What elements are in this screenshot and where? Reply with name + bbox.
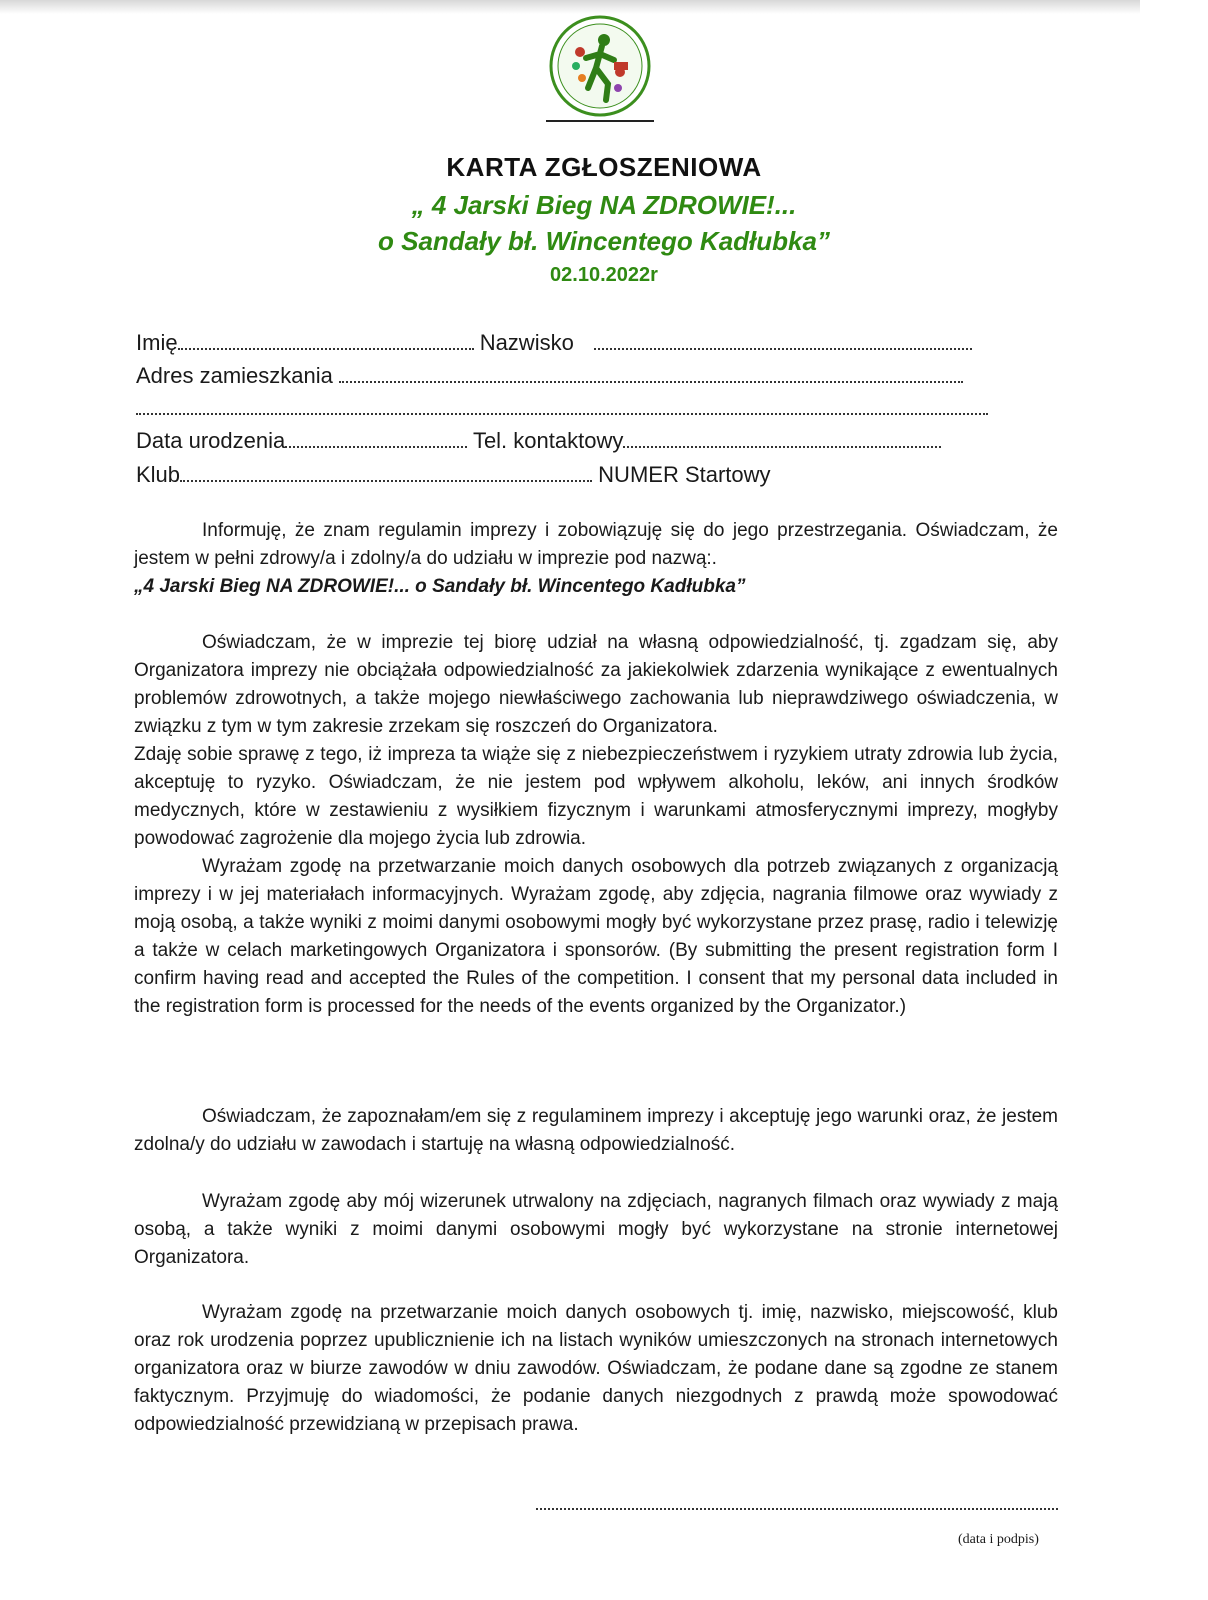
address-field[interactable] — [339, 365, 963, 383]
signature-line[interactable] — [536, 1508, 1058, 1510]
first-name-label: Imię — [136, 330, 178, 355]
paragraph-responsibility — [134, 629, 1058, 1021]
event-date: 02.10.2022r — [550, 264, 658, 286]
address-field-2[interactable] — [136, 397, 988, 415]
paragraph-declaration — [134, 517, 1058, 601]
address-row-2 — [136, 395, 988, 421]
data-consent-text: Wyrażam zgodę na przetwarzanie moich danych osobowych dla potrzeb związanych z organizacją imprezy i w jej materiałach informacyjnych. Wyrażam zgodę, aby zdjęcia, nagrania filmowe oraz wywiady z moją osobą, a także wyniki z moimi danymi osobowymi mogły być wykorzystane przez prasę, radio i telewizję a także w celach marketingowych Organizatora i sponsorów. (By submitting the present registration form I confirm having read and accepted the Rules of the competition. I consent that my personal data included in the registration form is processed for the needs of the events organized by the Organizator.) — [134, 856, 1058, 1017]
address-label: Adres zamieszkania — [136, 363, 333, 388]
rules-text: Oświadczam, że zapoznałam/em się z regulaminem imprezy i akceptuję jego warunki oraz, że jestem zdolna/y do udziału w zawodach i startuję na własną odpowiedzialność. — [134, 1106, 1058, 1155]
declaration-text: Informuję, że znam regulamin imprezy i zobowiązuję się do jego przestrzegania. Oświadczam, że jestem w pełni zdrowy/a i zdolny/a do udziału w imprezie pod nazwą:. — [134, 520, 1058, 569]
address-row — [136, 363, 963, 389]
phone-label: Tel. kontaktowy — [472, 428, 624, 453]
declaration-event-name: „4 Jarski Bieg NA ZDROWIE!... o Sandały bł. Wincentego Kadłubka” — [134, 576, 746, 597]
image-consent-text: Wyrażam zgodę aby mój wizerunek utrwalony na zdjęciach, nagranych filmach oraz wywiady z mają osobą, a także wyniki z moimi danymi osobowymi mogły być wykorzystane na stronie internetowej Organizatora. — [134, 1191, 1058, 1268]
birth-phone-row — [136, 428, 941, 454]
birth-date-field[interactable] — [285, 430, 467, 448]
paragraph-rules — [134, 1103, 1058, 1159]
phone-field[interactable] — [623, 430, 941, 448]
club-field[interactable] — [180, 464, 592, 482]
risk-text: Zdaję sobie sprawę z tego, iż impreza ta wiąże się z niebezpieczeństwem i ryzykiem utraty zdrowia lub życia, akceptuję to ryzyko. Oświadczam, że nie jestem pod wpływem alkoholu, leków, ani innych środków medycznych, które w zestawieniu z wysiłkiem fizycznym i warunkami atmosferycznymi imprezy, mogłyby powodować zagrożenie dla mojego życia lub zdrowia. — [134, 744, 1058, 849]
birth-date-label: Data urodzenia — [136, 428, 286, 453]
start-number-label: NUMER Startowy — [598, 462, 771, 487]
results-consent-text: Wyrażam zgodę na przetwarzanie moich danych osobowych tj. imię, nazwisko, miejscowość, klub oraz rok urodzenia poprzez upublicznienie ich na listach wyników umieszczonych na stronach internetowych organizatora oraz w biurze zawodów w dniu zawodów. Oświadczam, że podane dane są zgodne ze stanem faktycznym. Przyjmuję do wiadomości, że podanie danych niezgodnych z prawdą może spowodować odpowiedzialność przewidzianą w przepisach prawa. — [134, 1302, 1058, 1435]
logo-underline — [546, 120, 654, 122]
signature-label: (data i podpis) — [958, 1532, 1039, 1547]
last-name-field[interactable] — [594, 332, 972, 350]
event-name-line1: „ 4 Jarski Bieg NA ZDROWIE!... — [411, 190, 797, 220]
top-edge — [0, 0, 1208, 14]
last-name-label: Nazwisko — [479, 330, 574, 355]
club-label: Klub — [136, 462, 181, 487]
event-logo — [548, 14, 652, 118]
first-name-field[interactable] — [178, 332, 474, 350]
club-row — [136, 462, 771, 488]
paragraph-results-consent — [134, 1299, 1058, 1439]
paragraph-image-consent — [134, 1188, 1058, 1272]
responsibility-text: Oświadczam, że w imprezie tej biorę udział na własną odpowiedzialność, tj. zgadzam się, aby Organizatora imprezy nie obciążała odpowiedzialność za jakiekolwiek zdarzenia wynikające z ewentualnych problemów zdrowotnych, a także mojego niewłaściwego zachowania lub nieprawdziwego oświadczenia, w związku z tym w tym zakresie zrzekam się roszczeń do Organizatora. — [134, 632, 1058, 737]
form-title: KARTA ZGŁOSZENIOWA — [446, 152, 762, 182]
event-name-line2: o Sandały bł. Wincentego Kadłubka” — [378, 226, 830, 256]
name-row — [136, 330, 972, 356]
